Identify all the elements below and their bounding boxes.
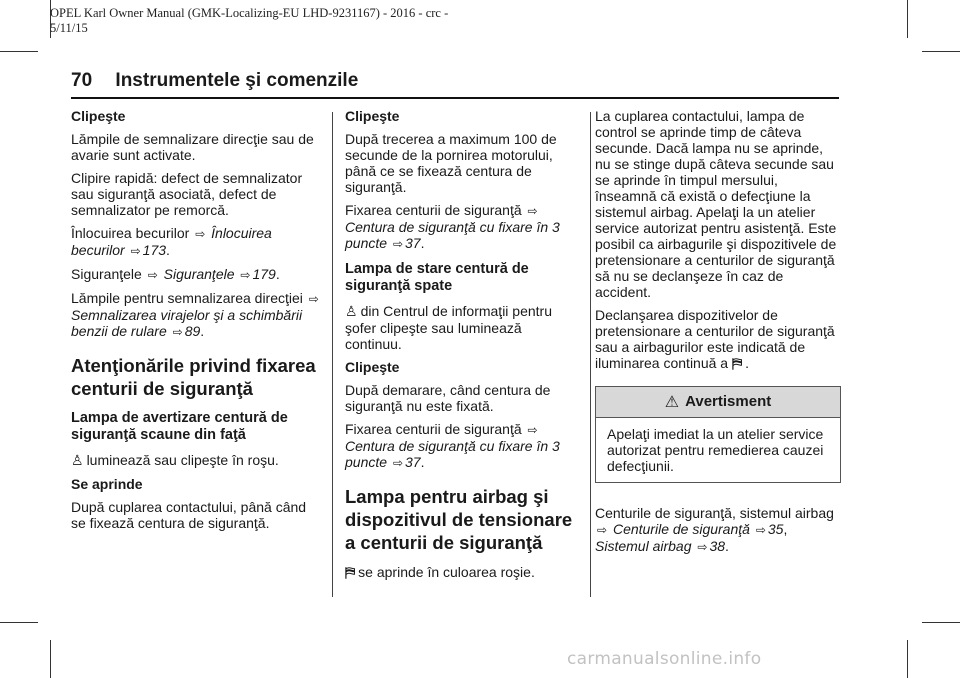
paragraph: ⛿ se aprinde în culoarea roşie.	[345, 564, 535, 581]
arrow-icon: ⇨	[308, 292, 319, 306]
cross-reference-paragraph: Siguranţele ⇨ Siguranţele ⇨ 179.	[71, 266, 280, 282]
label-clipeste: Clipeşte	[71, 108, 126, 124]
subsection-heading: Lampa de stare centură de siguranţă spate	[345, 261, 529, 294]
subsection-heading: Lampa de avertizare centură de siguranţă scaune din faţă	[71, 410, 288, 443]
cross-reference-paragraph: Lămpile pentru semnalizarea direcţiei ⇨ Semnalizarea virajelor şi a schimbării benzii de rulare ⇨ 89.	[71, 290, 319, 339]
cross-reference-paragraph: Centurile de siguranţă, sistemul airbag ⇨ Centurile de siguranţă ⇨ 35, Sistemul airbag ⇨ 38.	[595, 505, 834, 554]
arrow-icon: ⇨	[172, 325, 183, 339]
crop-mark	[907, 0, 908, 38]
arrow-icon: ⇨	[527, 423, 538, 437]
section-heading: Lampa pentru airbag şi dispozitivul de tensionare a centurii de siguranţă	[345, 486, 573, 553]
cross-reference-link[interactable]: Centura de siguranţă cu fixare în 3 puncte	[345, 438, 560, 470]
paragraph: ♙ luminează sau clipeşte în roşu.	[71, 452, 279, 469]
seatbelt-icon: ♙	[345, 304, 358, 320]
paragraph: Lămpile de semnalizare direcţie sau de avarie sunt activate.	[71, 131, 314, 163]
arrow-icon: ⇨	[755, 523, 766, 537]
crop-mark	[50, 640, 51, 678]
page-heading	[71, 70, 358, 92]
warning-body: Apelaţi imediat la un atelier service autorizat pentru remedierea cauzei defecţiunii.	[607, 426, 824, 474]
page-reference[interactable]: 35	[767, 521, 784, 537]
column-3	[595, 108, 839, 562]
page-reference[interactable]: 89	[184, 323, 201, 339]
paragraph: La cuplarea contactului, lampa de control se aprinde timp de câteva secunde. Dacă lampa nu se aprinde, nu se stinge după câteva secunde sau se aprinde în timpul mersului, înseamnă că există o defecţiune la sistemul airbag. Apelaţi la un atelier service autorizat pentru asistenţă. Este posibil ca airbagurile şi dispozitivele de pretensionare a centurilor de siguranţă să nu se declanşeze în caz de accident.	[595, 108, 837, 300]
crop-mark	[922, 51, 960, 52]
paragraph: Declanşarea dispozitivelor de pretensionare a centurilor de siguranţă sau a airbagurilor este indicată de iluminarea continuă a ⛿ .	[595, 307, 835, 372]
cross-reference-link[interactable]: Înlocuirea becurilor	[71, 225, 272, 258]
crop-mark	[922, 622, 960, 623]
seatbelt-icon: ♙	[71, 453, 84, 469]
cross-reference-paragraph: Fixarea centurii de siguranţă ⇨ Centura de siguranţă cu fixare în 3 puncte ⇨ 37.	[345, 202, 560, 251]
arrow-icon: ⇨	[147, 268, 158, 282]
cross-reference-link[interactable]: Centurile de siguranţă	[612, 521, 750, 537]
column-1	[71, 108, 321, 538]
arrow-icon: ⇨	[392, 237, 403, 251]
crop-mark	[907, 640, 908, 678]
airbag-icon: ⛿	[345, 565, 356, 581]
warning-icon: ⚠	[664, 392, 680, 411]
arrow-icon: ⇨	[240, 268, 251, 282]
cross-reference-paragraph: Înlocuirea becurilor ⇨ Înlocuirea becurilor ⇨ 173.	[71, 225, 272, 258]
warning-box	[595, 386, 841, 483]
document-meta: OPEL Karl Owner Manual (GMK-Localizing-EU LHD-9231167) - 2016 - crc - 5/11/15	[50, 6, 449, 35]
section-title: Instrumentele şi comenzile	[115, 70, 359, 91]
cross-reference-link[interactable]: Centura de siguranţă cu fixare în 3 puncte	[345, 219, 560, 251]
cross-reference-link[interactable]: Semnalizarea virajelor şi a schimbării benzii de rulare	[71, 307, 303, 339]
page-reference[interactable]: 173	[142, 242, 167, 258]
crop-mark	[0, 51, 38, 52]
page-reference[interactable]: 37	[405, 454, 421, 470]
arrow-icon: ⇨	[130, 244, 141, 258]
arrow-icon: ⇨	[527, 204, 538, 218]
label-se-aprinde: Se aprinde	[71, 476, 143, 492]
crop-mark	[0, 622, 38, 623]
arrow-icon: ⇨	[392, 456, 403, 470]
cross-reference-paragraph: Fixarea centurii de siguranţă ⇨ Centura de siguranţă cu fixare în 3 puncte ⇨ 37.	[345, 421, 560, 470]
label-clipeste: Clipeşte	[345, 359, 400, 375]
airbag-icon: ⛿	[731, 356, 743, 372]
column-separator	[590, 112, 591, 597]
warning-title: Avertisment	[685, 393, 772, 410]
warning-header	[596, 387, 840, 418]
paragraph: După trecerea a maximum 100 de secunde de la pornirea motorului, până ce se fixează centura de siguranţă.	[345, 131, 557, 195]
section-heading: Atenţionările privind fixarea centurii de siguranţă	[71, 355, 316, 399]
column-separator	[332, 112, 333, 597]
paragraph: După demarare, când centura de siguranţă nu este fixată.	[345, 382, 551, 414]
arrow-icon: ⇨	[597, 523, 608, 537]
page-reference[interactable]: 37	[405, 235, 421, 251]
arrow-icon: ⇨	[697, 540, 708, 554]
cross-reference-link[interactable]: Siguranţele	[163, 266, 235, 282]
arrow-icon: ⇨	[195, 227, 206, 241]
column-2	[345, 108, 580, 588]
heading-rule	[71, 97, 839, 99]
page-number: 70	[71, 70, 93, 91]
page-reference[interactable]: 38	[709, 538, 726, 554]
label-clipeste: Clipeşte	[345, 108, 400, 124]
paragraph: Clipire rapidă: defect de semnalizator sau siguranţă asociată, defect de semnalizator pe remorcă.	[71, 170, 303, 218]
paragraph: ♙ din Centrul de informaţii pentru şofer clipeşte sau luminează continuu.	[345, 303, 552, 352]
cross-reference-link[interactable]: Sistemul airbag	[595, 538, 692, 554]
page-reference[interactable]: 179	[252, 266, 276, 282]
paragraph: După cuplarea contactului, până când se fixează centura de siguranţă.	[71, 499, 307, 531]
watermark: carmanualsonline.info	[567, 649, 762, 669]
